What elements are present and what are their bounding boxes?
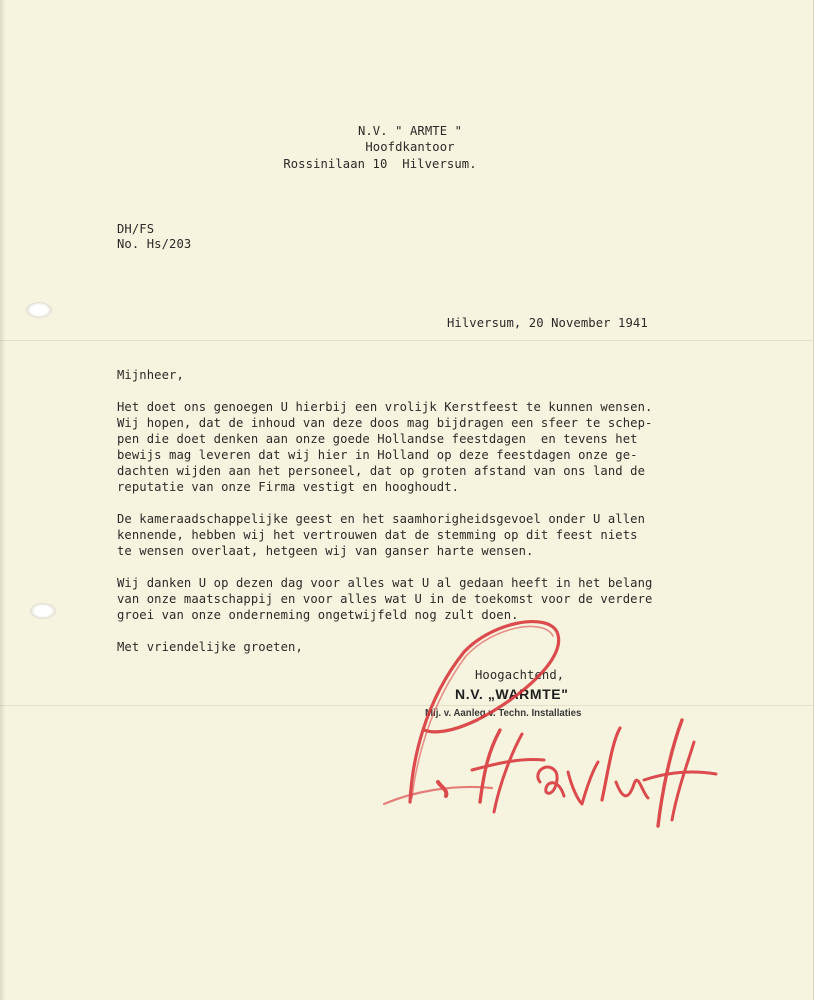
- reference-number: No. Hs/203: [117, 237, 192, 251]
- paragraph-line: dachten wijden aan het personeel, dat op groten afstand van ons land de: [117, 464, 646, 478]
- date-line: Hilversum, 20 November 1941: [447, 316, 648, 330]
- punch-hole-icon: [30, 603, 56, 619]
- paragraph-line: De kameraadschappelijke geest en het saamhorigheidsgevoel onder U allen: [117, 512, 646, 526]
- signoff-regards: Hoogachtend,: [475, 668, 565, 682]
- paragraph-line: kennende, hebben wij het vertrouwen dat de stemming op dit feest niets: [117, 528, 638, 542]
- reference-initials: DH/FS: [117, 222, 155, 236]
- salutation: Mijnheer,: [117, 368, 184, 382]
- letterhead-address: Rossinilaan 10 Hilversum.: [283, 157, 477, 171]
- paragraph-line: reputatie van onze Firma vestigt en hooghoudt.: [117, 480, 460, 494]
- paragraph-line: van onze maatschappij en voor alles wat U in de toekomst voor de verdere: [117, 592, 653, 606]
- paragraph-line: Wij hopen, dat de inhoud van deze doos mag bijdragen een sfeer te schep-: [117, 416, 653, 430]
- paper-fold-line: [0, 340, 813, 341]
- paragraph-line: bewijs mag leveren dat wij hier in Holland op deze feestdagen onze ge-: [117, 448, 638, 462]
- company-stamp-subtitle: Mij. v. Aanleg v. Techn. Installaties: [425, 707, 582, 719]
- punch-hole-icon: [26, 302, 52, 318]
- letterhead-office: Hoofdkantoor: [365, 140, 455, 154]
- paragraph-line: Het doet ons genoegen U hierbij een vrolijk Kerstfeest te kunnen wensen.: [117, 400, 653, 414]
- letterhead-company: N.V. " ARMTE ": [357, 124, 463, 138]
- paragraph-line: te wensen overlaat, hetgeen wij van ganser harte wensen.: [117, 544, 534, 558]
- company-stamp-name: N.V. „WARMTE": [455, 686, 569, 702]
- paragraph-line: pen die doet denken aan onze goede Hollandse feestdagen en tevens het: [117, 432, 638, 446]
- paragraph-line: groei van onze onderneming ongetwijfeld nog zult doen.: [117, 608, 519, 622]
- handwritten-signature-icon: [372, 612, 722, 842]
- closing-line: Met vriendelijke groeten,: [117, 640, 303, 654]
- paragraph-line: Wij danken U op dezen dag voor alles wat U al gedaan heeft in het belang: [117, 576, 653, 590]
